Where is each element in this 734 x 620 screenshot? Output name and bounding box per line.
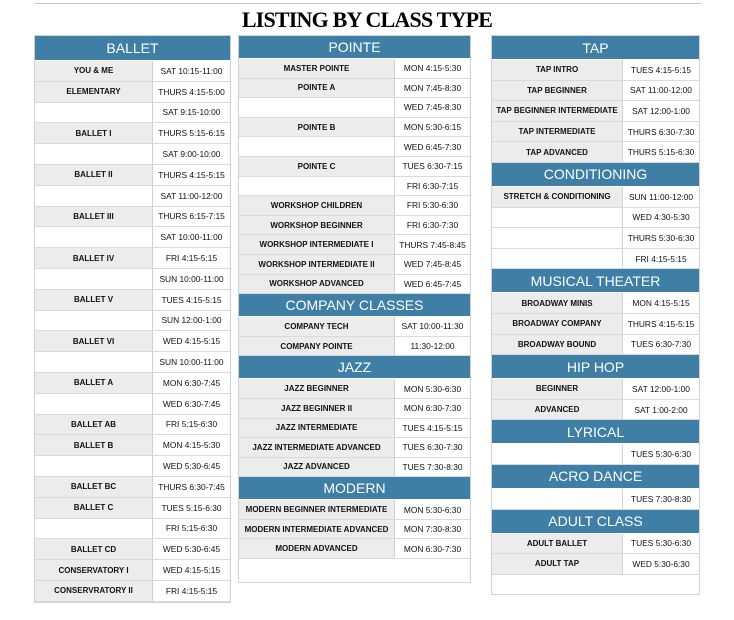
class-name: WORKSHOP ADVANCED [239, 275, 395, 294]
section-header: POINTE [239, 36, 470, 59]
schedule-row [35, 186, 230, 207]
class-name [35, 311, 153, 331]
class-name: MASTER POINTE [239, 59, 395, 78]
class-time: WED 7:45-8:30 [395, 98, 470, 117]
class-time: FRI 6:30-7:30 [395, 216, 470, 235]
class-time: MON 5:30-6:15 [395, 118, 470, 137]
column-left [34, 35, 231, 603]
class-name: POINTE B [239, 118, 395, 137]
section-header: BALLET [35, 36, 230, 61]
top-rule [34, 0, 702, 4]
class-name: BROADWAY BOUND [492, 335, 623, 355]
schedule-row [35, 519, 230, 540]
schedule-row [35, 123, 230, 144]
class-time: MON 5:30-6:30 [395, 500, 470, 519]
schedule-row [35, 165, 230, 186]
class-name: WORKSHOP BEGINNER [239, 216, 395, 235]
class-time: FRI 4:15-5:15 [153, 581, 230, 601]
schedule-row [35, 560, 230, 581]
class-time: MON 4:15-5:15 [623, 293, 699, 313]
schedule-row [239, 118, 470, 138]
schedule-row [35, 82, 230, 103]
class-time: SUN 11:00-12:00 [623, 187, 699, 207]
class-time: FRI 5:15-6:30 [153, 415, 230, 435]
schedule-row [239, 235, 470, 255]
schedule-row [35, 477, 230, 498]
section-acro-dance [492, 465, 699, 510]
section-header: TAP [492, 36, 699, 60]
class-name [492, 249, 623, 269]
class-time: TUES 6:30-7:15 [395, 157, 470, 176]
schedule-row [492, 293, 699, 314]
class-name: ELEMENTARY [35, 82, 153, 102]
schedule-row [492, 400, 699, 421]
class-time: WED 6:45-7:30 [395, 137, 470, 156]
class-time: WED 4:30-5:30 [623, 208, 699, 228]
class-time: SUN 10:00-11:00 [153, 269, 230, 289]
class-name [35, 394, 153, 414]
class-name: WORKSHOP INTERMEDIATE II [239, 255, 395, 274]
section-header: CONDITIONING [492, 163, 699, 187]
class-name: MODERN BEGINNER INTERMEDIATE [239, 500, 395, 519]
class-name: BALLET II [35, 165, 153, 185]
class-name [35, 144, 153, 164]
class-name: BROADWAY MINIS [492, 293, 623, 313]
class-name: TAP ADVANCED [492, 142, 623, 162]
section-hip-hop [492, 355, 699, 420]
class-time: SUN 10:00-11:00 [153, 352, 230, 372]
class-name: COMPANY TECH [239, 317, 395, 336]
class-name: BALLET B [35, 435, 153, 455]
schedule-row [239, 458, 470, 478]
section-ballet [35, 36, 230, 602]
schedule-row [492, 249, 699, 270]
class-name [35, 186, 153, 206]
class-time: TUES 4:15-5:15 [395, 419, 470, 438]
class-name: COMPANY POINTE [239, 337, 395, 356]
schedule-row [35, 290, 230, 311]
class-time: SAT 10:00-11:30 [395, 317, 470, 336]
schedule-row [492, 379, 699, 400]
class-name [239, 98, 395, 117]
class-name: CONSERVATORY I [35, 560, 153, 580]
section-company-classes [239, 294, 470, 356]
class-time: WED 4:15-5:15 [153, 560, 230, 580]
class-time: SAT 9:00-10:00 [153, 144, 230, 164]
section-lyrical [492, 420, 699, 465]
class-name: JAZZ ADVANCED [239, 458, 395, 477]
schedule-row [492, 60, 699, 81]
class-name: BALLET BC [35, 477, 153, 497]
schedule-row [35, 331, 230, 352]
class-time: THURS 6:30-7:30 [623, 122, 699, 142]
class-name: CONSERVRATORY II [35, 581, 153, 601]
section-adult-class [492, 510, 699, 575]
class-time: TUES 6:30-7:30 [395, 438, 470, 457]
schedule-row [239, 500, 470, 520]
schedule-row [239, 520, 470, 540]
class-name: ADULT TAP [492, 554, 623, 574]
schedule-row [35, 435, 230, 456]
schedule-row [239, 216, 470, 236]
class-time: WED 6:30-7:45 [153, 394, 230, 414]
section-header: LYRICAL [492, 420, 699, 444]
class-time: FRI 4:15-5:15 [623, 249, 699, 269]
schedule-row [239, 79, 470, 99]
schedule-row [239, 157, 470, 177]
schedule-row [35, 269, 230, 290]
class-name: BALLET VI [35, 331, 153, 351]
class-time: SAT 1:00-2:00 [623, 400, 699, 420]
section-jazz [239, 356, 470, 477]
class-name: BEGINNER [492, 379, 623, 399]
schedule-row [239, 337, 470, 357]
class-name: TAP BEGINNER INTERMEDIATE [492, 101, 623, 121]
schedule-row [35, 207, 230, 228]
column-right [491, 35, 700, 595]
class-name: BALLET IV [35, 248, 153, 268]
schedule-row [492, 489, 699, 510]
section-header: ADULT CLASS [492, 510, 699, 534]
schedule-row [35, 61, 230, 82]
section-header: ACRO DANCE [492, 465, 699, 489]
class-time: FRI 5:30-6:30 [395, 196, 470, 215]
class-time: WED 7:45-8:45 [395, 255, 470, 274]
schedule-row [492, 554, 699, 575]
schedule-row [492, 122, 699, 143]
class-time: FRI 4:15-5:15 [153, 248, 230, 268]
class-name [492, 444, 623, 464]
class-name: WORKSHOP INTERMEDIATE I [239, 235, 395, 254]
section-conditioning [492, 163, 699, 269]
schedule-row [492, 534, 699, 555]
class-time: THURS 5:30-6:30 [623, 228, 699, 248]
section-modern [239, 477, 470, 559]
schedule-row [492, 81, 699, 102]
class-time: 11:30-12:00 [395, 337, 470, 356]
class-time: TUES 4:15-5:15 [623, 60, 699, 80]
class-time: SAT 12:00-1:00 [623, 101, 699, 121]
page-title: LISTING BY CLASS TYPE [241, 7, 493, 32]
class-name: BALLET V [35, 290, 153, 310]
class-time: SAT 10:00-11:00 [153, 227, 230, 247]
class-name [35, 519, 153, 539]
class-name: YOU & ME [35, 61, 153, 81]
schedule-row [239, 317, 470, 337]
schedule-row [239, 275, 470, 295]
class-time: THURS 6:30-7:45 [153, 477, 230, 497]
class-time: FRI 5:15-6:30 [153, 519, 230, 539]
class-name [239, 177, 395, 196]
schedule-row [492, 208, 699, 229]
class-time: FRI 6:30-7:15 [395, 177, 470, 196]
class-time: SAT 12:00-1:00 [623, 379, 699, 399]
class-time: THURS 5:15-6:30 [623, 142, 699, 162]
schedule-row [35, 539, 230, 560]
schedule-row [492, 142, 699, 163]
schedule-row [35, 456, 230, 477]
class-time: MON 6:30-7:45 [153, 373, 230, 393]
section-musical-theater [492, 269, 699, 355]
section-pointe [239, 36, 470, 294]
class-time: TUES 6:30-7:30 [623, 335, 699, 355]
schedule-row [35, 311, 230, 332]
class-time: SAT 10:15-11:00 [153, 61, 230, 81]
schedule-row [239, 137, 470, 157]
schedule-row [239, 539, 470, 559]
class-name [492, 208, 623, 228]
class-time: WED 6:45-7:45 [395, 275, 470, 294]
schedule-row [35, 352, 230, 373]
section-header: HIP HOP [492, 355, 699, 379]
section-tap [492, 36, 699, 163]
schedule-row [35, 415, 230, 436]
schedule-row [239, 59, 470, 79]
class-name: POINTE A [239, 79, 395, 98]
schedule-row [35, 103, 230, 124]
class-name: STRETCH & CONDITIONING [492, 187, 623, 207]
schedule-row [492, 444, 699, 465]
schedule-row [239, 438, 470, 458]
column-middle [238, 35, 471, 583]
schedule-row [239, 379, 470, 399]
schedule-row [239, 255, 470, 275]
section-header: JAZZ [239, 356, 470, 379]
class-name [35, 456, 153, 476]
class-name: BALLET AB [35, 415, 153, 435]
class-name: BALLET C [35, 498, 153, 518]
class-time: THURS 7:45-8:45 [395, 235, 470, 254]
schedule-row [492, 335, 699, 356]
schedule-row [492, 101, 699, 122]
class-time: THURS 4:15-5:15 [623, 314, 699, 334]
schedule-row [492, 187, 699, 208]
class-time: SUN 12:00-1:00 [153, 311, 230, 331]
schedule-row [35, 227, 230, 248]
class-time: TUES 7:30-8:30 [395, 458, 470, 477]
class-name [35, 227, 153, 247]
class-name: BALLET I [35, 123, 153, 143]
class-time: TUES 7:30-8:30 [623, 489, 699, 509]
schedule-row [239, 399, 470, 419]
section-header: MODERN [239, 477, 470, 500]
class-name [492, 489, 623, 509]
schedule-row [492, 228, 699, 249]
class-time: MON 6:30-7:30 [395, 539, 470, 558]
class-time: WED 5:30-6:45 [153, 456, 230, 476]
class-name [492, 228, 623, 248]
class-name: BALLET A [35, 373, 153, 393]
class-time: SAT 11:00-12:00 [153, 186, 230, 206]
class-name: TAP INTERMEDIATE [492, 122, 623, 142]
class-name: WORKSHOP CHILDREN [239, 196, 395, 215]
class-time: THURS 4:15-5:15 [153, 165, 230, 185]
class-time: WED 5:30-6:30 [623, 554, 699, 574]
class-time: TUES 4:15-5:15 [153, 290, 230, 310]
section-header: MUSICAL THEATER [492, 269, 699, 293]
class-time: WED 5:30-6:45 [153, 539, 230, 559]
class-time: TUES 5:15-6:30 [153, 498, 230, 518]
schedule-row [239, 98, 470, 118]
class-name: ADVANCED [492, 400, 623, 420]
schedule-row [35, 248, 230, 269]
class-time: MON 7:30-8:30 [395, 520, 470, 539]
class-name: TAP INTRO [492, 60, 623, 80]
class-name: MODERN INTERMEDIATE ADVANCED [239, 520, 395, 539]
class-name: JAZZ INTERMEDIATE ADVANCED [239, 438, 395, 457]
class-time: MON 7:45-8:30 [395, 79, 470, 98]
class-name: JAZZ BEGINNER II [239, 399, 395, 418]
class-time: SAT 9:15-10:00 [153, 103, 230, 123]
class-name: ADULT BALLET [492, 534, 623, 554]
class-time: THURS 6:15-7:15 [153, 207, 230, 227]
schedule-row [239, 196, 470, 216]
class-name [35, 269, 153, 289]
class-time: SAT 11:00-12:00 [623, 81, 699, 101]
schedule-row [35, 373, 230, 394]
class-name: TAP BEGINNER [492, 81, 623, 101]
class-name [239, 137, 395, 156]
class-time: TUES 5:30-6:30 [623, 444, 699, 464]
class-time: MON 5:30-6:30 [395, 379, 470, 398]
class-name [35, 352, 153, 372]
class-name: MODERN ADVANCED [239, 539, 395, 558]
class-name [35, 103, 153, 123]
schedule-row [239, 177, 470, 197]
schedule-row [239, 419, 470, 439]
schedule-row [35, 498, 230, 519]
section-header: COMPANY CLASSES [239, 294, 470, 317]
schedule-row [35, 144, 230, 165]
class-time: TUES 5:30-6:30 [623, 534, 699, 554]
class-time: THURS 5:15-6:15 [153, 123, 230, 143]
class-name: BROADWAY COMPANY [492, 314, 623, 334]
class-name: BALLET III [35, 207, 153, 227]
class-name: POINTE C [239, 157, 395, 176]
class-time: MON 6:30-7:30 [395, 399, 470, 418]
class-time: THURS 4:15-5:00 [153, 82, 230, 102]
class-time: MON 4:15-5:30 [395, 59, 470, 78]
schedule-row [492, 314, 699, 335]
class-name: JAZZ INTERMEDIATE [239, 419, 395, 438]
class-time: MON 4:15-5:30 [153, 435, 230, 455]
class-name: BALLET CD [35, 539, 153, 559]
class-name: JAZZ BEGINNER [239, 379, 395, 398]
class-time: WED 4:15-5:15 [153, 331, 230, 351]
schedule-row [35, 394, 230, 415]
schedule-row [35, 581, 230, 602]
